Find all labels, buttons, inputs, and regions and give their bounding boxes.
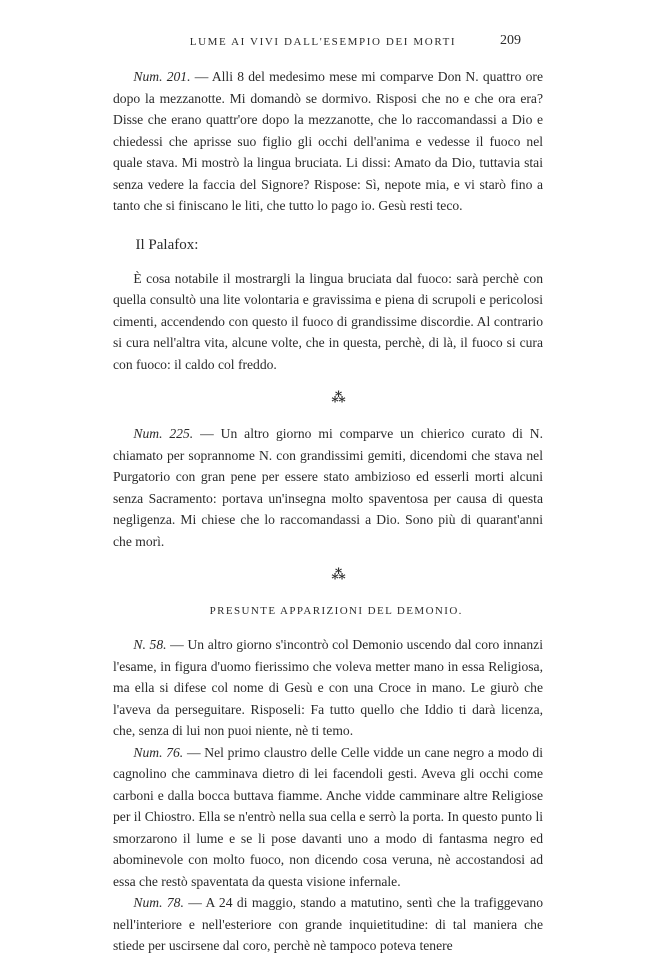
- palafox-commentary: È cosa notabile il mostrargli la lingua bruciata dal fuoco: sarà perchè con quella consultò una lite volontaria e gravissima e piena di scrupoli e pericolosi cimenti, accendendo con questo il fuoco di grandissime discordie. Al contrario si cura nell'altra vita, alcune volte, che in questa, perchè, di là, il fuoco si cura con fuoco: il caldo col freddo.: [113, 270, 543, 372]
- asterism-separator: ⁂: [331, 568, 346, 583]
- entry-label: Num. 201.: [133, 69, 191, 84]
- page-number: 209: [500, 33, 521, 48]
- entry-201: [113, 66, 543, 217]
- palafox-heading: Il Palafox:: [135, 236, 199, 253]
- running-head: LUME AI VIVI DALL'ESEMPIO DEI MORTI: [189, 36, 457, 48]
- entry-text: — A 24 di maggio, stando a matutino, sentì che la trafiggevano nell'interiore e nell'esteriore con grande inquietitudine: di tal maniera che stiede per uscirsene dal coro, perchè nè tampoco poteva tenere: [113, 895, 543, 953]
- entry-58: [113, 634, 543, 742]
- entry-label: Num. 78.: [133, 895, 184, 910]
- body-text: [113, 66, 543, 957]
- entry-label: Num. 225.: [133, 426, 194, 441]
- entry-label: Num. 76.: [133, 744, 184, 760]
- entry-text: — Nel primo claustro delle Celle vidde un cane negro a modo di cagnolino che camminava dietro di lei facendoli gesti. Aveva gli occhi come carboni e dalla bocca buttava fiamme. Anche vidde camminare altre Religiose per il Chiostro. Ella se n'entrò nella sua cella e serrò la porta. In questo punto li smorzarono il lume e se li pose davanti uno a modo di fantasma negro ed abominevole con molto fuoco, non dicendo cosa veruna, nè accostandosi ad essa che restò spaventata da questa visione infernale.: [113, 744, 543, 889]
- section-title: PRESUNTE APPARIZIONI DEL DEMONIO.: [209, 605, 463, 617]
- entry-text: — Un altro giorno s'incontrò col Demonio uscendo dal coro innanzi l'esame, in figura d'uomo fierissimo che voleva metter mano in essa Religiosa, ma ella si difese col nome di Gesù e con una Croce in mano. Le giurò che l'aveva da perseguitare. Risposeli: Fa tutto quello che Iddio ti darà licenza, che, senza di lui non puoi niente, nè ti temo.: [113, 637, 543, 738]
- entry-225: [113, 423, 543, 552]
- entry-78: [113, 892, 543, 957]
- entry-76: [113, 742, 543, 893]
- entry-text: — Un altro giorno mi comparve un chierico curato di N. chiamato per soprannome N. con grandissimi gemiti, dicendomi che stava nel Purgatorio con gran pene per essere stato ambizioso ed esserli morti alcuni senza Sacramento: portava un'insegna molto spaventosa per causa di questa negligenza. Mi chiese che lo raccomandassi a Dio. Sono più di quarant'anni che morì.: [113, 426, 543, 549]
- entry-text: — Alli 8 del medesimo mese mi comparve Don N. quattro ore dopo la mezzanotte. Mi domandò se dormivo. Risposi che no e che ora era? Disse che erano quattr'ore dopo la mezzanotte, che lo raccomandassi a Dio e chiedessi che aprisse suo figlio gli occhi dell'anima e vedesse il fuoco nel quale stava. Mi mostrò la lingua bruciata. Li dissi: Amato da Dio, tuttavia stai senza vedere la faccia del Signore? Rispose: Sì, nepote mia, e vi starò fino a tanto che si finiscano le liti, che tutto lo pago io. Gesù resti teco.: [113, 69, 543, 213]
- asterism-separator: ⁂: [331, 391, 346, 406]
- entry-label: N. 58.: [133, 637, 167, 652]
